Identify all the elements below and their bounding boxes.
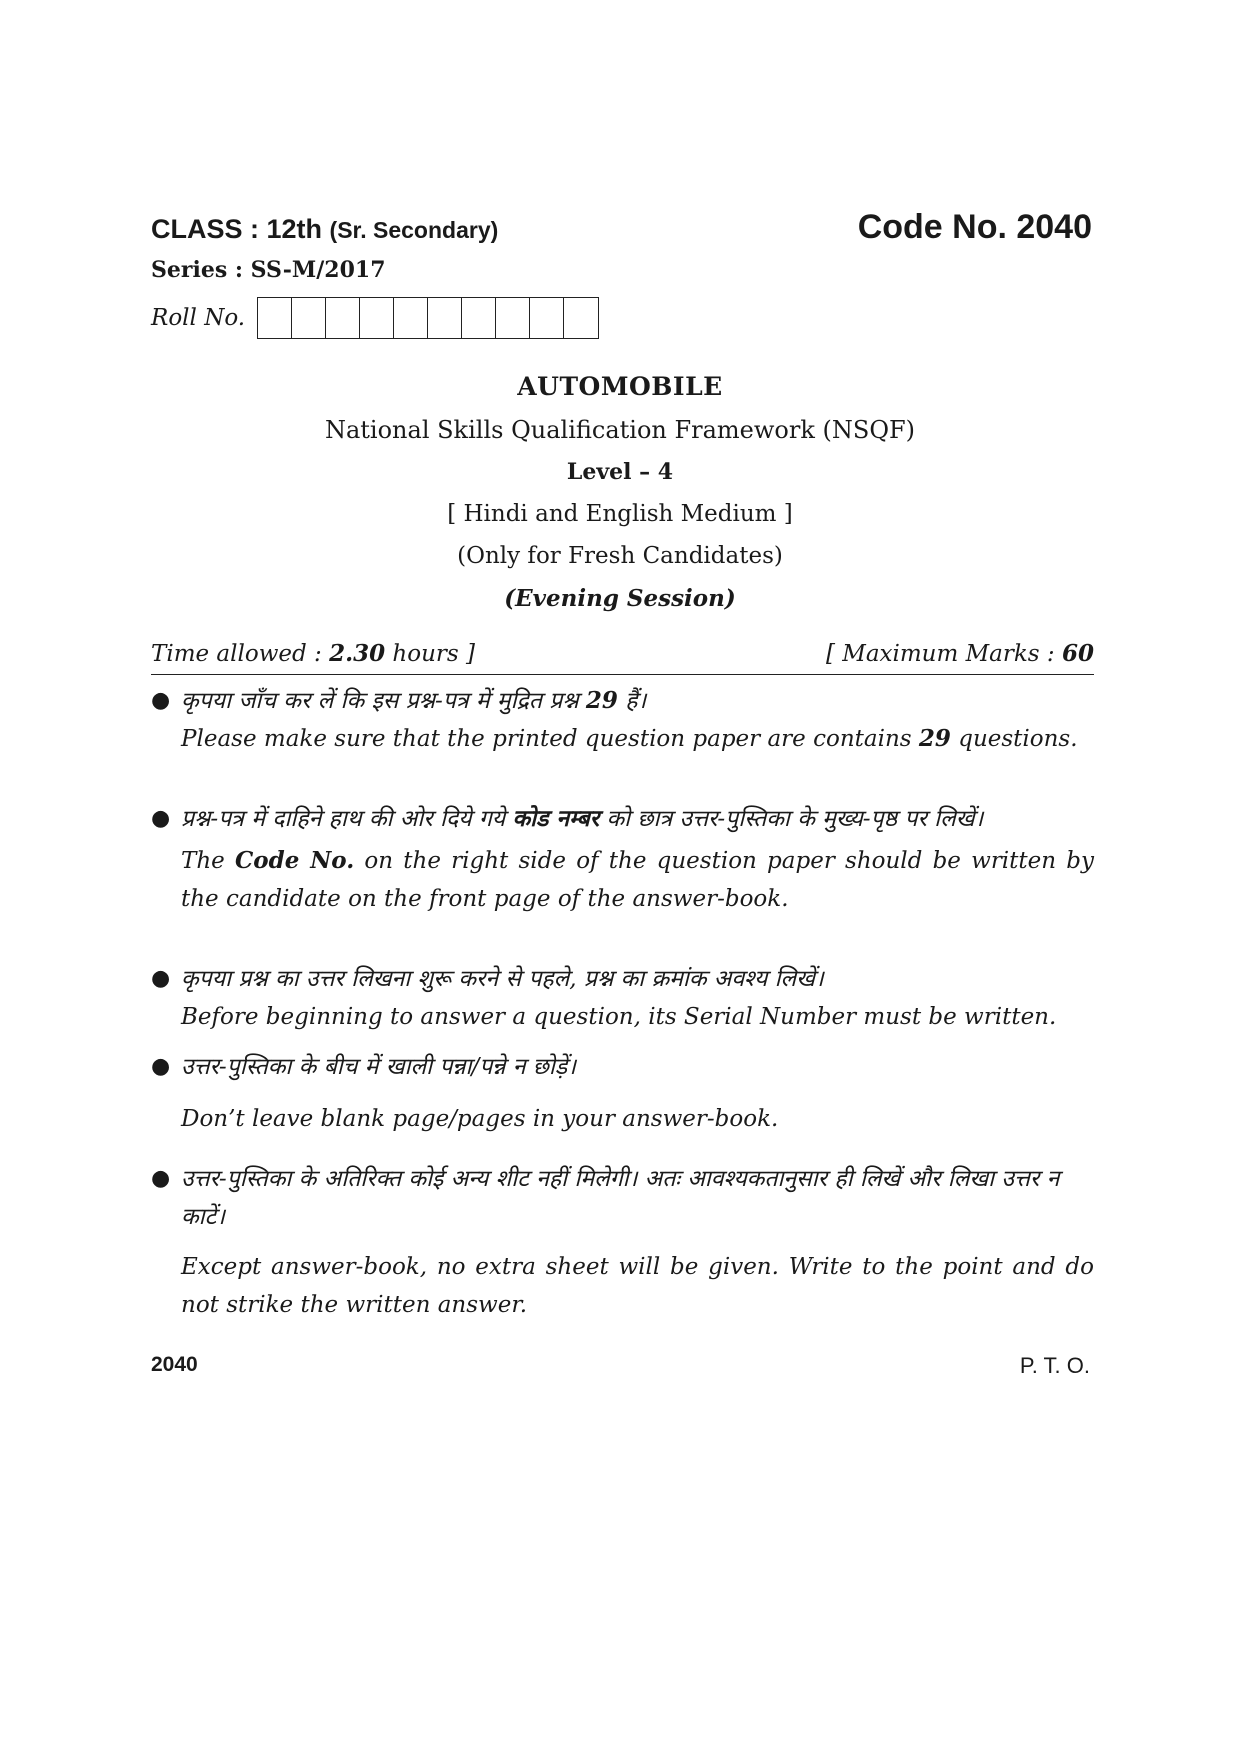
instruction-english: Except answer-book, no extra sheet will be given. Write to the point and do not strike the written answer. (181, 1254, 1094, 1318)
framework-title: National Skills Qualification Framework (NSQF) (324, 416, 916, 444)
instruction-english-text: The (181, 848, 235, 874)
roll-number-box[interactable] (428, 298, 462, 338)
instruction-english (181, 720, 1094, 758)
instruction-hindi-text: प्रश्न-पत्र में दाहिने हाथ की ओर दिये गये (181, 806, 513, 832)
instruction-hindi-text: को छात्र उत्तर-पुस्तिका के मुख्य-पृष्ठ पर लिखें। (599, 806, 984, 832)
instruction-item (151, 800, 1094, 918)
roll-number-box[interactable] (258, 298, 292, 338)
class-sub-label: (Sr. Secondary) (329, 217, 499, 243)
bullet-icon: ● (151, 1054, 171, 1079)
instruction-english: Don’t leave blank page/pages in your answer-book. (181, 1106, 779, 1132)
time-allowed (151, 640, 475, 667)
instruction-hindi: कृपया प्रश्न का उत्तर लिखना शुरू करने से पहले, प्रश्न का क्रमांक अवश्य लिखें। (181, 966, 824, 992)
roll-number-box[interactable] (530, 298, 564, 338)
instruction-english: Before beginning to answer a question, its Serial Number must be written. (181, 1004, 1057, 1030)
instruction-english-text: questions. (950, 726, 1078, 752)
roll-number-box[interactable] (564, 298, 598, 338)
instruction-hindi (181, 800, 1094, 838)
time-suffix: hours ] (385, 641, 475, 667)
roll-number-box[interactable] (360, 298, 394, 338)
roll-number-box[interactable] (292, 298, 326, 338)
bullet-icon: ● (151, 1166, 171, 1191)
level-label: Level – 4 (566, 459, 674, 485)
roll-number-label: Roll No. (151, 305, 246, 331)
instruction-hindi-text: कृपया जाँच कर लें कि इस प्रश्न-पत्र में मुद्रित प्रश्न (181, 688, 586, 714)
instruction-english-bold: 29 (918, 725, 951, 752)
medium-label: [ Hindi and English Medium ] (447, 501, 793, 527)
bullet-icon: ● (151, 966, 171, 991)
subject-title: AUTOMOBILE (517, 372, 723, 401)
roll-number-boxes (257, 297, 599, 339)
time-value: 2.30 (329, 640, 386, 667)
instruction-hindi: उत्तर-पुस्तिका के अतिरिक्त कोई अन्य शीट नहीं मिलेगी। अतः आवश्यकतानुसार ही लिखें और लिखा उत्तर न काटें। (181, 1166, 1060, 1230)
instruction-hindi: उत्तर-पुस्तिका के बीच में खाली पन्ना/पन्ने न छोड़ें। (181, 1054, 576, 1080)
class-line (151, 214, 498, 245)
instruction-english (181, 842, 1094, 918)
header-divider (151, 674, 1094, 675)
series-label: Series : SS-M/2017 (151, 257, 386, 283)
roll-number-box[interactable] (462, 298, 496, 338)
bullet-icon: ● (151, 688, 171, 713)
footer-pto: P. T. O. (1019, 1353, 1090, 1378)
class-label: CLASS : 12th (151, 214, 323, 244)
candidates-label: (Only for Fresh Candidates) (457, 543, 783, 569)
code-number: Code No. 2040 (857, 208, 1092, 246)
bullet-icon: ● (151, 806, 171, 831)
maximum-marks (826, 640, 1094, 667)
marks-value: 60 (1061, 640, 1094, 667)
instruction-hindi-bold: कोड नम्बर (512, 805, 600, 832)
roll-number-box[interactable] (496, 298, 530, 338)
instruction-item (151, 1048, 1094, 1138)
instruction-item (151, 960, 1094, 1036)
instruction-item (151, 1160, 1094, 1324)
instruction-english-text: on the right side of the question paper should be written by the candidate on the front page of the answer-book. (181, 848, 1094, 912)
instruction-hindi-bold: 29 (585, 687, 618, 714)
session-label: (Evening Session) (504, 585, 736, 612)
time-prefix: Time allowed : (151, 641, 330, 667)
instruction-hindi (181, 682, 1094, 720)
instruction-item (151, 682, 1094, 758)
instruction-english-text: Please make sure that the printed question paper are contains (181, 726, 919, 752)
instruction-hindi-text: हैं। (617, 688, 647, 714)
roll-number-box[interactable] (394, 298, 428, 338)
roll-number-box[interactable] (326, 298, 360, 338)
footer-code: 2040 (151, 1353, 198, 1376)
instruction-english-bold: Code No. (234, 847, 355, 874)
marks-prefix: [ Maximum Marks : (825, 641, 1062, 667)
roll-number-row (151, 297, 599, 339)
